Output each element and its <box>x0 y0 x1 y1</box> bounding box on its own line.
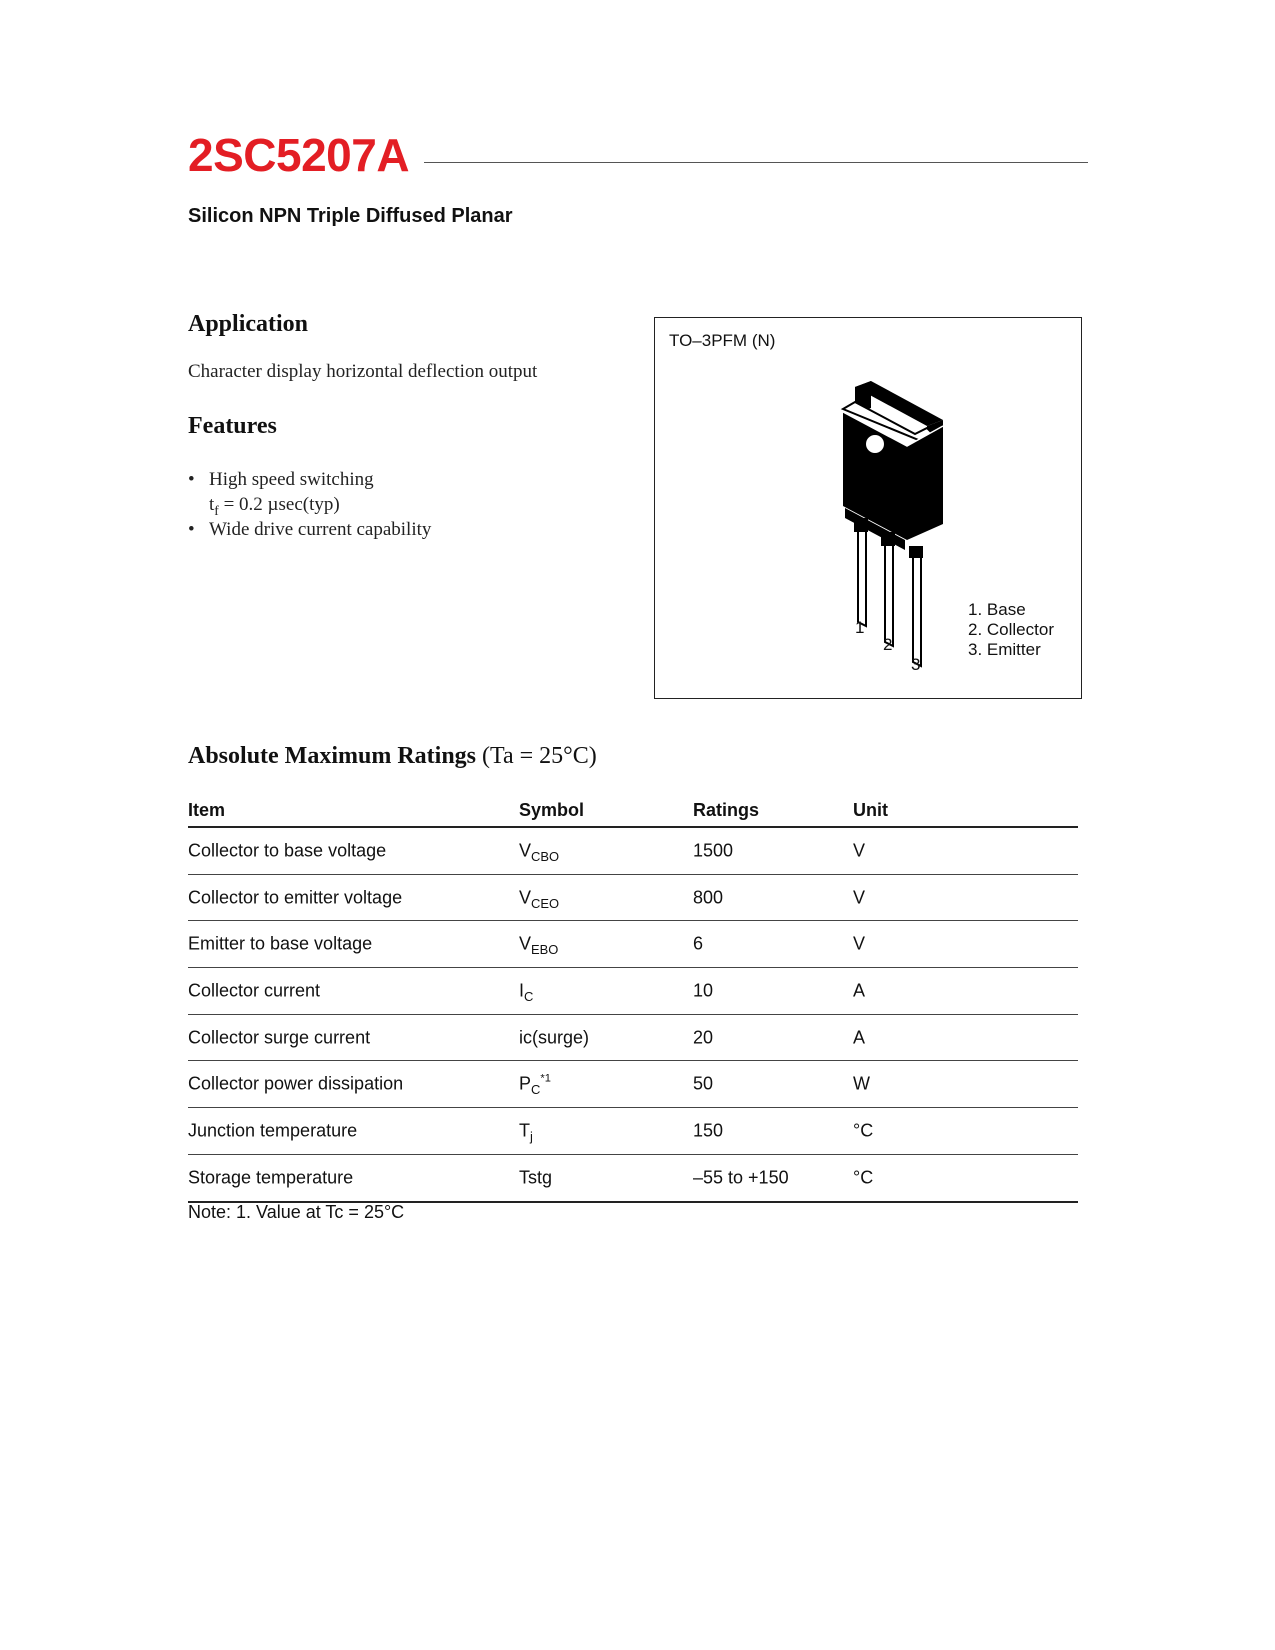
table-row: Junction temperature $T_j$ 150 °C <box>188 1108 1078 1155</box>
ratings-table <box>188 784 1078 1203</box>
pin-number: 2 <box>883 635 893 654</box>
table-row: Storage temperature Tstg –55 to +150 °C <box>188 1155 1078 1203</box>
feature-item: • Wide drive current capability <box>188 519 432 540</box>
features-heading: Features <box>188 413 277 439</box>
table-row: Collector to base voltage $V_{CBO}$ 1500 V <box>188 828 1078 875</box>
bullet-icon: • <box>188 519 195 540</box>
ratings-title: Absolute Maximum Ratings (Ta = 25°C) <box>188 743 597 769</box>
column-header: Symbol <box>519 800 585 820</box>
pin-legend <box>968 600 1054 660</box>
table-row: Emitter to base voltage $V_{EBO}$ 6 V <box>188 921 1078 968</box>
table-row: Collector power dissipation $P_C^{*1}$ 50 W <box>188 1061 1078 1108</box>
package-name: TO–3PFM (N) <box>669 331 776 350</box>
package-outline-box <box>654 317 1082 699</box>
table-header-row <box>188 784 1078 828</box>
column-header: Unit <box>853 800 888 820</box>
part-number-title: 2SC5207A <box>188 129 410 181</box>
features-list <box>188 467 431 542</box>
title-rule <box>424 162 1088 163</box>
table-row: Collector to emitter voltage $V_{CEO}$ 800 V <box>188 875 1078 922</box>
pin-legend-item: 3. Emitter <box>968 640 1041 659</box>
column-header: Ratings <box>693 800 760 820</box>
feature-tf-spec: $t_f = 0.2$ µsec(typ) <box>209 494 340 518</box>
pin-legend-item: 1. Base <box>968 600 1026 619</box>
pin-number: 1 <box>855 618 865 637</box>
pin-number: 3 <box>911 655 921 674</box>
pin-legend-item: 2. Collector <box>968 620 1054 639</box>
bullet-icon: • <box>188 469 195 490</box>
application-heading: Application <box>188 311 309 337</box>
table-row: Collector surge current ic(surge) 20 A <box>188 1015 1078 1062</box>
application-text: Character display horizontal deflection output <box>188 361 538 382</box>
table-note: Note: 1. Value at Tc = 25°C <box>188 1202 405 1222</box>
feature-item: • High speed switching <box>188 469 374 490</box>
part-subtitle: Silicon NPN Triple Diffused Planar <box>188 205 513 227</box>
table-row: Collector current $I_C$ 10 A <box>188 968 1078 1015</box>
column-header: Item <box>188 800 226 820</box>
